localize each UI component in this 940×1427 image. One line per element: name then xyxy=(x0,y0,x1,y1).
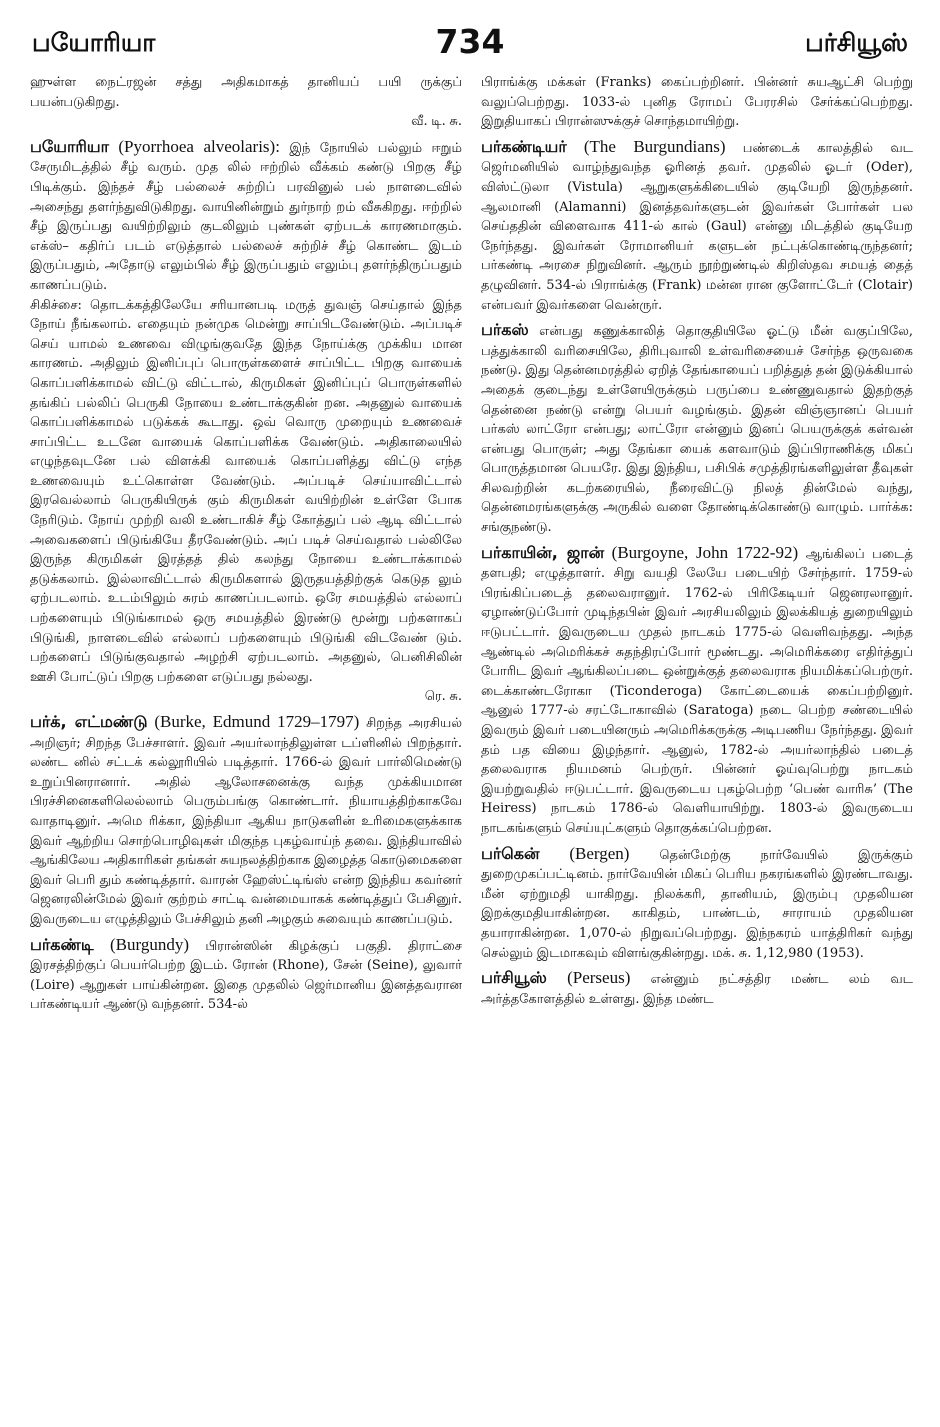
header-right-guideword: பர்சியூஸ் xyxy=(805,28,908,57)
entry-text: பிரான்ஸின் கிழக்குப் பகுதி. திராட்சை இரசத்திற்குப் பெயர்பெற்ற இடம். ரோன் (Rhone), சேன் (Seine), லுவார் (Loire) ஆறுகள் பாய்கின்றன. இதை முதலில் ஜெர்மானிய இனத்தவரான பர்கண்டியர் ஆண்டு வந்தனர். 534-ல் xyxy=(30,938,462,1013)
page-number: 734 xyxy=(435,22,505,61)
entry-text: என்பது கணுக்காலித் தொகுதியிலே ஓட்டு மீன் வகுப்பிலே, பத்துக்காலி வரிசையிலே, திரிபுவாலி உள்வரிசையைச் சேர்ந்த ஒருவகை நண்டு. இது தென்னமரத்தில் ஏறித் தேங்காயைப் பறித்துத் தன் இடுக்கியால் அதைக் குடைந்து உள்ளேயிருக்கும் பருப்பை உண்ணுவதால் இதற்குத் தென்னை நண்டு என்று பெயர் வழங்கும். இதன் விஞ்ஞானப் பெயர் பர்கஸ் லாட்ரோ என்பது; லாட்ரோ என்னும் இனப் பெயருக்குக் கள்வன் என்பது பொருள்; அது தேங்கா யைக் களவாடும் இப்பிராணிக்கு மிகப் பொருத்தமான பெயரே. இது இந்திய, பசிபிக் சமுத்திரங்களிலுள்ள தீவுகள் சிலவற்றின் கடற்கரையில், நீரைவிட்டு நிலத் தின்மேல் வந்து, தென்னமரங்களுக்கு அருகில் வளை தோண்டிக்கொண்டு வாழும். பார்க்க: சங்குநண்டு. xyxy=(481,324,913,536)
entry-continuation xyxy=(481,73,913,132)
entry-bergen xyxy=(481,844,913,964)
entry-text: தென்மேற்கு நார்வேயில் இருக்கும் துறைமுகப்பட்டினம். நார்வேயின் மிகப் பெரிய நகரங்களில் இரண்டாவது. மீன் ஏற்றுமதி யாகிறது. நிலக்கரி, தானியம், இரும்பு முதலியன இறக்குமதியாகின்றன. காகிதம், பாண்டம், சாராயம் முதலியன தயாராகின்றன. 1,070-ல் நிறுவப்பெற்றது. இந்நகரம் யாத்திரிகர் வந்து செல்லும் இடமாகவும் விளங்குகின்றது. மக். சு. 1,12,980 (1953). xyxy=(481,847,913,961)
entry-headword: பர்கென் xyxy=(481,843,540,863)
entry-text: பிராங்க்கு மக்கள் (Franks) கைப்பற்றினர். பின்னர் சுயஆட்சி பெற்று வலுப்பெற்றது. 1033-ல் புனித ரோமப் பேரரசில் சேர்க்கப்பெற்றது. இறுதியாகப் பிரான்ஸுக்குச் சொந்தமாயிற்று. xyxy=(481,75,913,130)
entry-text-paragraph: சிகிச்சை: தொடக்கத்திலேயே சரியானபடி மருத் துவஞ் செய்தால் இந்த நோய் நீங்கலாம். எதையும் நன்முக மென்று சாப்பிடவேண்டும். அப்படிச் செய் யாமல் உணவை விழுங்குவதே இந்த நோய்க்கு முக்கிய மான காரணம். அதிலும் இனிப்புப் பொருள்களைச் சாப்பிட்ட பிறகு வாயைக் கொப்பளிக்காமல் விட்டு விட்டால், கிருமிகள் இனிப்புப் பொருள்களில் தங்கிப் பல்லிப் பெருகி நோயை உண்டாக்குகின் றன. அதனுல் வாயைக் கொப்பளிக்காமல் படுக்கக் கூடாது. ஒவ் வொரு முறையும் உணவைச் சாப்பிட்ட உடனே வாயைக் கொப்பளிக்க வேண்டும். அதிகாலையில் எழுந்தவுடனே பல் விளக்கி வாயைக் கொப்பளித்து விட்டு எந்த உணவையும் உட்கொள்ள வேண்டும். அப்படிச் செய்யாவிட்டால் இரவெல்லாம் பெருகியிருக் கும் கிருமிகள் வயிற்றின் உள்ளே போக நேரிடும். நோய் முற்றி வலி உண்டாகிச் சீழ் கோத்துப் பல் ஆடி விட்டால் அவைகளைப் பிடுங்கியே தீரவேண்டும். அப் படிச் செய்வதால் பல்லிலே இருந்த கிருமிகள் இரத்தத் தில் கலந்து நோயை உண்டாக்காமல் தடுக்கலாம். இல்லாவிட்டால் கிருமிகளால் இருதயத்திற்குக் கெடுத லும் ஏற்படலாம். உடம்பிலும் சுரம் காணப்படலாம். ஒரே சமயத்தில் எல்லாப் பற்களையும் பிடுங்காமல் ஒரு சமயத்தில் இரண்டு மூன்று பற்களாகப் பிடுங்கி, நாளடைவில் எல்லாப் பற்களையும் பிடுங்கி விடவேண் டும். பற்களைப் பிடுங்குவதால் அழற்சி ஏற்படலாம். அதனுல், பெனிசிலின் ஊசி போட்டுப் பிறகு பற்களை எடுப்பது நல்லது. xyxy=(30,297,462,685)
left-column xyxy=(30,73,462,1020)
entry-burgundy xyxy=(30,935,462,1015)
entry-headword: பர்கண்டி xyxy=(30,934,94,954)
author-signature: வீ. டி. சு. xyxy=(411,114,462,130)
entry-latin-name: (Burgoyne, John 1722-92) xyxy=(611,542,799,562)
entry-burgoyne-john xyxy=(481,543,913,839)
entry-text: ஆங்கிலப் படைத் தளபதி; எழுத்தாளர். சிறு வயதி லேயே படையிற் சேர்ந்தார். 1759-ல் பிரங்கிப்படைத் தலைவரானுர். 1762-ல் பிரிகேடியர் ஜெனரலானுர். ஏழாண்டுப்போர் முடிந்தபின் இவர் அரசியலிலும் இலக்கியத் துறையிலும் ஈடுபட்டார். இவருடைய முதல் நாடகம் 1775-ல் வெளிவந்தது. அந்த ஆண்டில் அமெரிக்கச் சுதந்திரப்போர் மூண்டது. அமெரிக்கரை எதிர்த்துப் போரிட இவர் ஆங்கிலப்படை ஒன்றுக்குத் தலைவராக நியமிக்கப்பெற்ருர். டைக்காண்டரோகா (Ticonderoga) கோட்டையைக் கைப்பற்றினுர். ஆனுல் 1777-ல் சரட்டோகாவில் (Saratoga) நடை பெற்ற சண்டையில் இவரும் இவர் படையினரும் அமெரிக்கருக்கு அடிபணிய நேர்ந்தது. இவர் தம் பத வியை இழந்தார். ஆனுல், 1782-ல் அயர்லாந்தில் படைத் தலைவராக நியமனம் பெற்ருர். பின்னர் ஓய்வுபெற்று நாடகம் இயற்றுவதில் ஈடுபட்டார். இவருடைய புகழ்பெற்ற ‘பெண் வாரிசு’ (The Heiress) நாடகம் 1786-ல் வெளியாயிற்று. 1803-ல் இவருடைய நாடகங்களும் செய்யுட்களும் தொகுக்கப்பெற்றன. xyxy=(481,546,913,836)
header-left-guideword: பயோரியா xyxy=(32,28,156,57)
entry-latin-name: (Pyorrhoea alveolaris): xyxy=(118,136,280,156)
entry-headword: பர்காயின், ஜான் xyxy=(481,542,605,562)
entry-text: பண்டைக் காலத்தில் வட ஜெர்மனியில் வாழ்ந்துவந்த ஓரினத் தவர். முதலில் ஓடர் (Oder), விஸ்ட்டுலா (Vistula) ஆறுகளுக்கிடையில் குடியேறி இருந்தனர். ஆலமானி (Alamanni) இனத்தவர்களுடன் இவர்கள் போர்கள் பல செய்ததின் விளைவாக 411-ல் கால் (Gaul) என்னு மிடத்தில் குடியேற நேர்ந்தது. இவர்கள் ரோமானியர் களுடன் நட்புக்கொண்டிருந்தனர்; பர்கண்டி அரசை நிறுவினர். ஆரும் நூற்றுண்டில் கிறிஸ்தவ சமயத் தைத் தழுவினர். 534-ல் பிராங்க்கு (Frank) மன்ன ரான குளோட்டேர் (Clotair) என்பவர் இவர்களை வென்ருர். xyxy=(481,140,913,313)
entry-continuation xyxy=(30,73,462,132)
entry-burke-edmund xyxy=(30,712,462,930)
entry-latin-name: (The Burgundians) xyxy=(583,136,726,156)
entry-text: இந் நோயில் பல்லும் ஈறும் சேருமிடத்தில் சீழ் வரும். முத லில் ஈற்றில் வீக்கம் கண்டு பிறகு சீழ் பிடிக்கும். இந்தச் சீழ் பல்லைச் சுற்றிப் பரவினுல் பல் நாளடைவில் அசைந்து தளர்ந்துவிடுகிறது. வாயினின்றும் துர்நாற் றம் வீசுகிறது. ஈற்றில் சீழ் இருப்பது வயிற்றிலும் குடலிலும் புண்கள் ஏற்படக் காரணமாகும். எக்ஸ்– கதிர்ப் படம் எடுத்தால் பல்லைச் சுற்றிச் சீழ் கொண்ட இடம் இருப்பதும், அதோடு எலும்பில் சீழ் இருப்பதும் எலும்பு தளர்ந்திருப்பதும் காணப்படும். xyxy=(30,140,462,293)
entry-headword: பர்சியூஸ் xyxy=(481,968,547,988)
entry-latin-name: (Bergen) xyxy=(569,843,630,863)
entry-headword: பர்க், எட்மண்டு xyxy=(30,712,148,731)
page-header xyxy=(30,22,910,62)
entry-pyorrhoea xyxy=(30,137,462,707)
entry-text: என்னும் நட்சத்திர மண்ட லம் வட அர்த்தகோளத்தில் உள்ளது. இந்த மண்ட xyxy=(481,972,913,1007)
entry-perseus xyxy=(481,968,913,1009)
right-column xyxy=(481,73,913,1014)
entry-latin-name: (Perseus) xyxy=(567,968,631,988)
author-signature: ரெ. சு. xyxy=(424,689,462,705)
entry-latin-name: (Burgundy) xyxy=(110,934,190,954)
entry-birgus xyxy=(481,320,913,538)
entry-latin-name: (Burke, Edmund 1729–1797) xyxy=(154,712,360,731)
entry-headword: பர்கண்டியர் xyxy=(481,136,567,156)
entry-headword: பர்கஸ் xyxy=(481,320,529,340)
entry-text: ஹுள்ள நைட்ரஜன் சத்து அதிகமாகத் தானியப் பயி ருக்குப் பயன்படுகிறது. xyxy=(30,75,462,110)
entry-burgundians xyxy=(481,137,913,315)
entry-headword: பயோரியா xyxy=(30,136,109,156)
entry-text: சிறந்த அரசியல் அறிஞர்; சிறந்த பேச்சாளர். இவர் அயர்லாந்திலுள்ள டப்ளினில் பிறந்தார். லண்ட னில் சட்டக் கல்லூரியில் படித்தார். 1766-ல் இவர் பார்லிமெண்டு உறுப்பினரானார். அதில் ஆலோசனைக்கு வந்த முக்கியமான பிரச்சினைகளிலெல்லாம் பெரும்பங்கு கொண்டார். நியாயத்திற்காகவே வாதாடினுர். அமெ ரிக்கா, இந்தியா ஆகிய நாடுகளின் உரிமைகளுக்காக இவர் ஆற்றிய சொற்பொழிவுகள் மிகுந்த புகழ்வாய்ந் தவை. இந்தியாவில் ஆங்கிலேய அதிகாரிகள் தங்கள் சுயநலத்திற்காக இழைத்த கொடுமைகளை இவர் பெரி தும் கண்டித்தார். வாரன் ஹேஸ்ட்டிங்ஸ் என்ற இந்திய கவர்னர் ஜெனரலின்மேல் இவர் குற்றம் சாட்டி வன்மையாகக் கண்டித்துப் பேசினுர். இவருடைய எழுத்திலும் பேச்சிலும் தனி அழகும் சுவையும் காணப்படும். xyxy=(30,716,463,927)
